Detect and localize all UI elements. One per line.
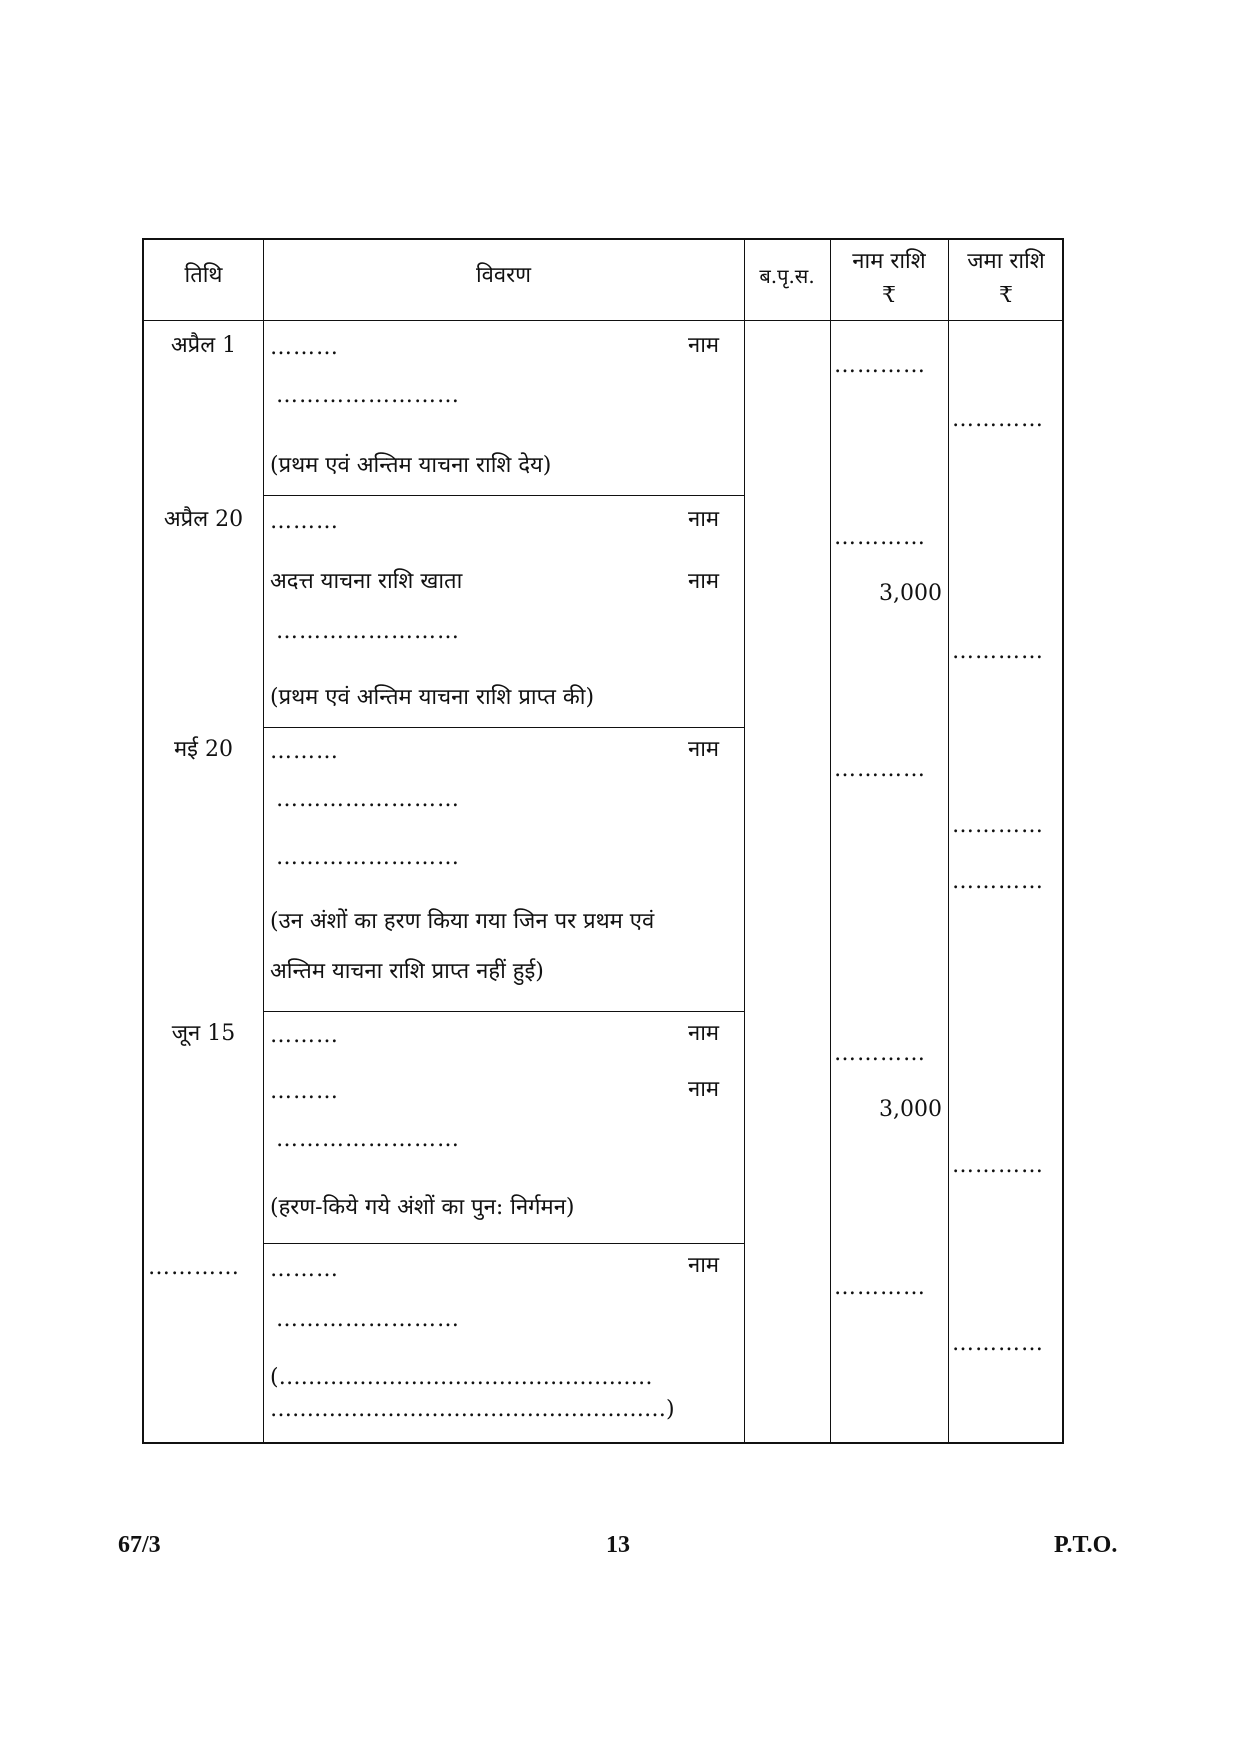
debit-amount: 3,000 [879, 581, 942, 606]
header-credit: जमा राशि [967, 249, 1045, 274]
credit-amount-blank: ………… [952, 1153, 1044, 1178]
entry-account-blank: ……… [270, 1257, 339, 1282]
header-divider [144, 320, 1062, 321]
debit-amount-blank: ………… [834, 1275, 926, 1300]
entry-narration: (हरण-किये गये अंशों का पुन: निर्गमन) [270, 1195, 575, 1220]
entry-credit-account-blank: …………………… [276, 1127, 460, 1152]
debit-amount-blank: ………… [834, 525, 926, 550]
entry-date: मई 20 [174, 737, 233, 762]
dr-label: नाम [688, 569, 720, 594]
dr-label: नाम [688, 1021, 720, 1046]
entry-account: अदत्त याचना राशि खाता [270, 569, 463, 594]
entry-credit-account-blank: …………………… [276, 787, 460, 812]
header-lf: ब.पृ.स. [759, 264, 815, 288]
credit-amount-blank: ………… [952, 869, 1044, 894]
header-debit: नाम राशि [852, 249, 926, 274]
credit-amount-blank: ………… [952, 407, 1044, 432]
column-divider [263, 240, 264, 1442]
header-debit-currency: ₹ [882, 283, 896, 308]
entry-account-blank: ……… [270, 739, 339, 764]
entry-divider [263, 1243, 744, 1244]
entry-account-blank: ……… [270, 509, 339, 534]
entry-date-blank: ………… [148, 1255, 240, 1280]
dr-label: नाम [688, 1253, 720, 1278]
column-divider [744, 240, 745, 1442]
entry-narration: अन्तिम याचना राशि प्राप्त नहीं हुई) [270, 959, 544, 984]
entry-narration: (प्रथम एवं अन्तिम याचना राशि देय) [270, 453, 552, 478]
entry-narration: (उन अंशों का हरण किया गया जिन पर प्रथम एवं [270, 909, 655, 934]
entry-credit-account-blank: …………………… [276, 383, 460, 408]
dr-label: नाम [688, 1077, 720, 1102]
entry-credit-account-blank: …………………… [276, 619, 460, 644]
paper-code: 67/3 [118, 1532, 161, 1558]
entry-narration-blank: (…………………………………………… [270, 1365, 653, 1390]
column-divider [948, 240, 949, 1442]
entry-narration-blank: ………………………………………………) [270, 1397, 675, 1422]
header-particulars: विवरण [475, 263, 532, 288]
credit-amount-blank: ………… [952, 639, 1044, 664]
entry-divider [263, 1011, 744, 1012]
pto-label: P.T.O. [1054, 1532, 1118, 1558]
entry-credit-account-blank: …………………… [276, 845, 460, 870]
column-divider [830, 240, 831, 1442]
header-date: तिथि [184, 263, 223, 288]
entry-account-blank: ……… [270, 1079, 339, 1104]
dr-label: नाम [688, 737, 720, 762]
debit-amount-blank: ………… [834, 757, 926, 782]
header-credit-currency: ₹ [999, 283, 1013, 308]
entry-date: जून 15 [171, 1021, 236, 1046]
entry-account-blank: ……… [270, 1023, 339, 1048]
entry-credit-account-blank: …………………… [276, 1307, 460, 1332]
debit-amount-blank: ………… [834, 1041, 926, 1066]
debit-amount: 3,000 [879, 1097, 942, 1122]
entry-date: अप्रैल 1 [170, 333, 237, 358]
page-number: 13 [606, 1532, 630, 1558]
entry-divider [263, 495, 744, 496]
entry-narration: (प्रथम एवं अन्तिम याचना राशि प्राप्त की) [270, 685, 595, 710]
debit-amount-blank: ………… [834, 353, 926, 378]
credit-amount-blank: ………… [952, 1331, 1044, 1356]
entry-account-blank: ……… [270, 335, 339, 360]
entry-date: अप्रैल 20 [163, 507, 244, 532]
credit-amount-blank: ………… [952, 813, 1044, 838]
entry-divider [263, 727, 744, 728]
dr-label: नाम [688, 333, 720, 358]
journal-table [142, 238, 1064, 1444]
dr-label: नाम [688, 507, 720, 532]
